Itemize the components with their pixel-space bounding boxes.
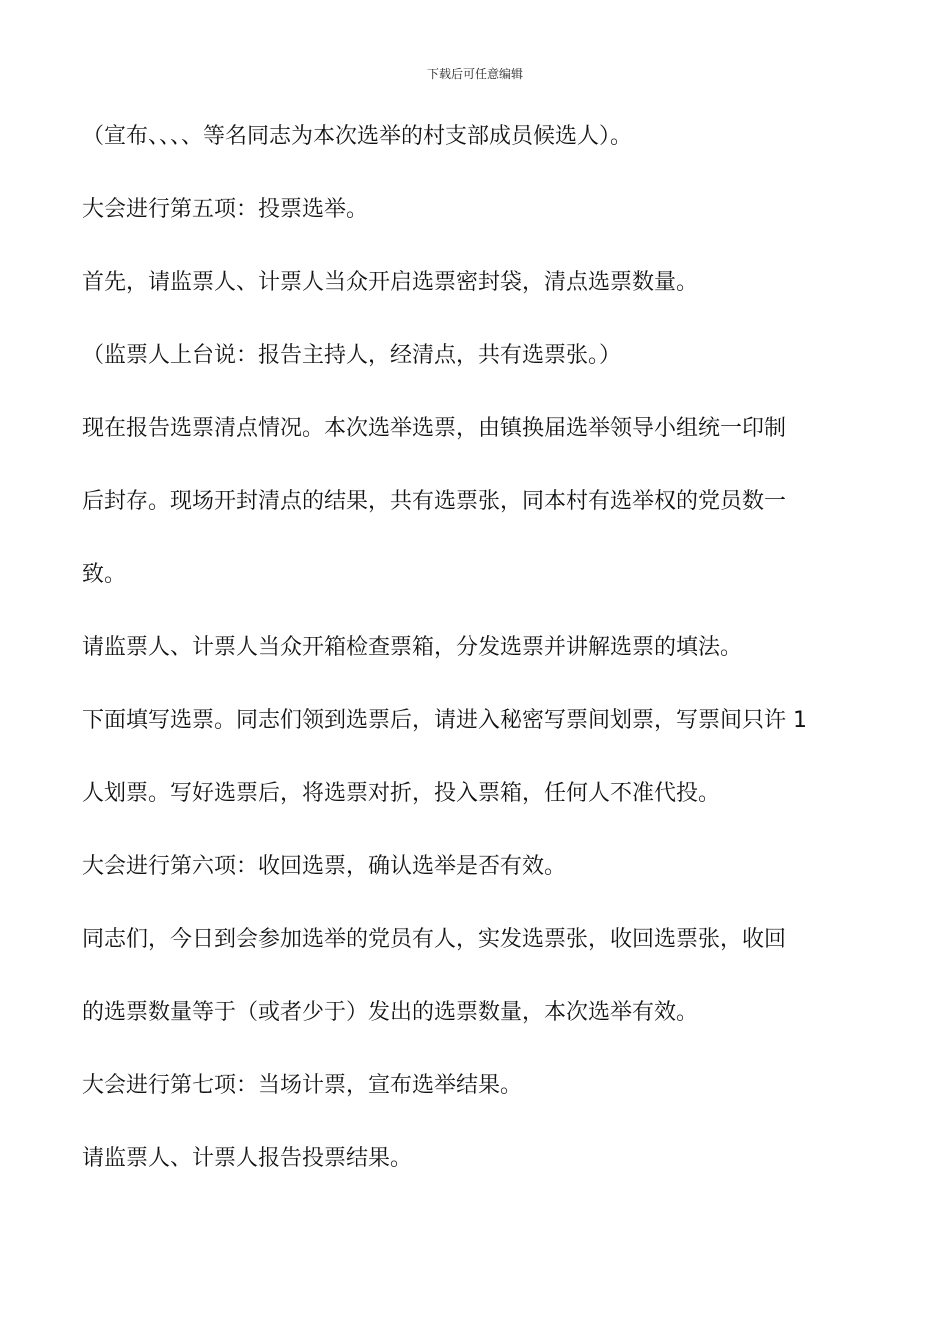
paragraph-check-ballot-box: 请监票人、计票人当众开箱检查票箱，分发选票并讲解选票的填法。 xyxy=(82,635,743,660)
paragraph-scrutineer-report: （监票人上台说：报告主持人，经清点，共有选票张。） xyxy=(82,343,622,368)
paragraph-line: 的选票数量等于（或者少于）发出的选票数量，本次选举有效。 xyxy=(82,1000,699,1025)
paragraph-line: 人划票。写好选票后，将选票对折，投入票箱，任何人不准代投。 xyxy=(82,781,721,806)
paragraph-item-six: 大会进行第六项：收回选票，确认选举是否有效。 xyxy=(82,854,567,879)
paragraph-line: 致。 xyxy=(82,562,127,587)
paragraph-line: 下面填写选票。同志们领到选票后，请进入秘密写票间划票，写票间只许 1 xyxy=(82,708,807,733)
paragraph-line: 后封存。现场开封清点的结果，共有选票张，同本村有选举权的党员数一 xyxy=(82,489,787,514)
paragraph-ballot-count-report xyxy=(82,410,872,594)
paragraph-item-five: 大会进行第五项：投票选举。 xyxy=(82,197,369,222)
paragraph-validity-statement xyxy=(82,921,872,1032)
paragraph-item-seven: 大会进行第七项：当场计票，宣布选举结果。 xyxy=(82,1073,523,1098)
paragraph-candidates-announcement: （宣布、、、、等名同志为本次选举的村支部成员候选人）。 xyxy=(82,124,633,149)
paragraph-report-results: 请监票人、计票人报告投票结果。 xyxy=(82,1146,413,1171)
paragraph-fill-ballots xyxy=(82,702,872,813)
paragraph-line: 同志们，今日到会参加选举的党员有人，实发选票张，收回选票张，收回 xyxy=(82,927,787,952)
paragraph-open-ballot-bag: 首先，请监票人、计票人当众开启选票密封袋，清点选票数量。 xyxy=(82,270,699,295)
paragraph-line: 现在报告选票清点情况。本次选举选票，由镇换届选举领导小组统一印制 xyxy=(82,416,787,441)
document-body xyxy=(82,118,872,1213)
page-header: 下载后可任意编辑 xyxy=(426,67,523,81)
